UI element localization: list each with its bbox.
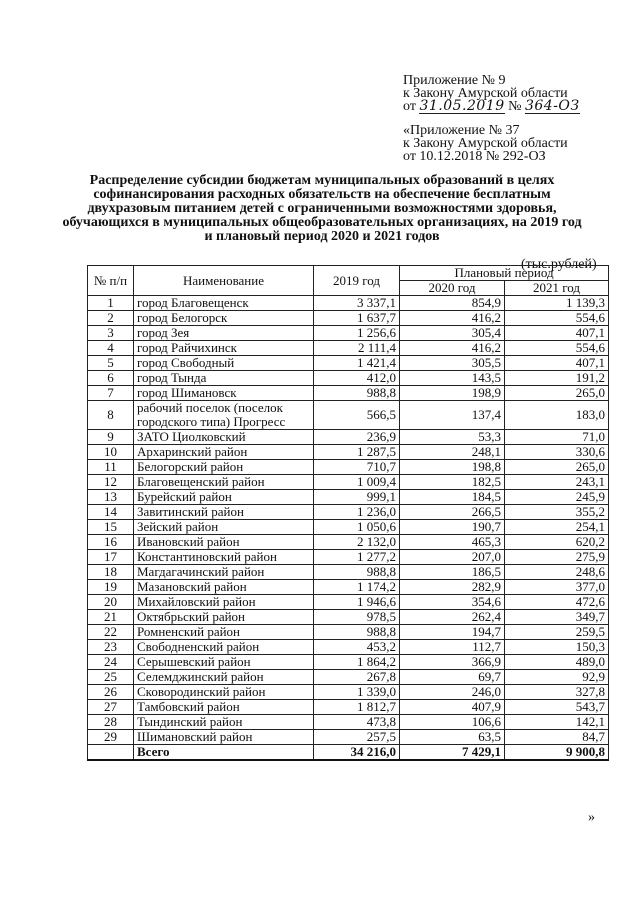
row-2020: 184,5 <box>400 490 505 505</box>
row-2020: 53,3 <box>400 430 505 445</box>
row-2021: 472,6 <box>505 595 609 610</box>
header-planned: Плановый период <box>400 266 609 281</box>
row-number: 7 <box>88 386 134 401</box>
table-row <box>88 715 609 730</box>
row-name: Октябрьский район <box>134 610 314 625</box>
row-number: 14 <box>88 505 134 520</box>
row-2019: 1 256,6 <box>314 326 400 341</box>
header-name: Наименование <box>134 266 314 296</box>
table-row <box>88 296 609 311</box>
row-2020: 416,2 <box>400 341 505 356</box>
header-num: № п/п <box>88 266 134 296</box>
row-2021: 349,7 <box>505 610 609 625</box>
row-number: 17 <box>88 550 134 565</box>
row-2020: 182,5 <box>400 475 505 490</box>
table-row <box>88 700 609 715</box>
subsidy-table <box>87 265 609 761</box>
total-row <box>88 745 609 761</box>
row-2021: 183,0 <box>505 401 609 430</box>
header-2020: 2020 год <box>400 281 505 296</box>
row-name: Зейский район <box>134 520 314 535</box>
row-name: Серышевский район <box>134 655 314 670</box>
row-name: Селемджинский район <box>134 670 314 685</box>
table-row <box>88 401 609 430</box>
row-name: Тамбовский район <box>134 700 314 715</box>
row-number: 11 <box>88 460 134 475</box>
row-2019: 2 111,4 <box>314 341 400 356</box>
row-name: Тындинский район <box>134 715 314 730</box>
row-2021: 265,0 <box>505 460 609 475</box>
table-row <box>88 535 609 550</box>
row-2021: 330,6 <box>505 445 609 460</box>
row-2019: 236,9 <box>314 430 400 445</box>
row-name: город Шимановск <box>134 386 314 401</box>
row-2020: 69,7 <box>400 670 505 685</box>
row-2021: 407,1 <box>505 356 609 371</box>
row-name: Белогорский район <box>134 460 314 475</box>
row-name: Константиновский район <box>134 550 314 565</box>
closing-quote: » <box>588 810 595 825</box>
row-number: 4 <box>88 341 134 356</box>
row-2019: 1 637,7 <box>314 311 400 326</box>
table-row <box>88 475 609 490</box>
row-number: 3 <box>88 326 134 341</box>
row-2020: 282,9 <box>400 580 505 595</box>
row-2020: 186,5 <box>400 565 505 580</box>
row-number: 12 <box>88 475 134 490</box>
units-label: (тыс.рублей) <box>521 257 597 272</box>
appendix-9-date-line: от 31.05.2019 № 364-ОЗ <box>403 98 580 114</box>
row-2019: 999,1 <box>314 490 400 505</box>
row-2019: 1 421,4 <box>314 356 400 371</box>
row-2020: 137,4 <box>400 401 505 430</box>
table-row <box>88 670 609 685</box>
appendix-37-law: к Закону Амурской области <box>403 136 568 151</box>
row-number: 6 <box>88 371 134 386</box>
row-2021: 489,0 <box>505 655 609 670</box>
row-name: город Райчихинск <box>134 341 314 356</box>
total-2019: 34 216,0 <box>314 745 400 761</box>
row-name: город Благовещенск <box>134 296 314 311</box>
row-2021: 327,8 <box>505 685 609 700</box>
row-2019: 1 174,2 <box>314 580 400 595</box>
table-row <box>88 445 609 460</box>
row-2020: 465,3 <box>400 535 505 550</box>
row-name: город Белогорск <box>134 311 314 326</box>
table-row <box>88 505 609 520</box>
table-row <box>88 430 609 445</box>
row-2021: 620,2 <box>505 535 609 550</box>
row-2021: 1 139,3 <box>505 296 609 311</box>
row-2019: 1 864,2 <box>314 655 400 670</box>
appendix-37-header <box>403 124 568 163</box>
row-2021: 243,1 <box>505 475 609 490</box>
row-name: Благовещенский район <box>134 475 314 490</box>
row-2020: 305,4 <box>400 326 505 341</box>
table-row <box>88 565 609 580</box>
row-name: город Свободный <box>134 356 314 371</box>
row-2020: 143,5 <box>400 371 505 386</box>
row-name: Шимановский район <box>134 730 314 745</box>
table-row <box>88 580 609 595</box>
row-2019: 1 339,0 <box>314 685 400 700</box>
row-2020: 407,9 <box>400 700 505 715</box>
row-2020: 63,5 <box>400 730 505 745</box>
appendix-37-date: от 10.12.2018 № 292-ОЗ <box>403 149 546 164</box>
row-2021: 407,1 <box>505 326 609 341</box>
row-name: Михайловский район <box>134 595 314 610</box>
table-row <box>88 311 609 326</box>
header-2021: 2021 год <box>505 281 609 296</box>
handwritten-date: 31.05.2019 <box>419 98 505 114</box>
row-2020: 266,5 <box>400 505 505 520</box>
total-label: Всего <box>134 745 314 761</box>
row-name: Ивановский район <box>134 535 314 550</box>
row-name: Бурейский район <box>134 490 314 505</box>
row-2021: 265,0 <box>505 386 609 401</box>
row-number: 8 <box>88 401 134 430</box>
row-2021: 84,7 <box>505 730 609 745</box>
row-number: 24 <box>88 655 134 670</box>
row-name: Завитинский район <box>134 505 314 520</box>
row-name: Мазановский район <box>134 580 314 595</box>
row-2021: 248,6 <box>505 565 609 580</box>
table-row <box>88 640 609 655</box>
row-number: 29 <box>88 730 134 745</box>
row-number: 13 <box>88 490 134 505</box>
row-number: 5 <box>88 356 134 371</box>
row-2021: 245,9 <box>505 490 609 505</box>
row-2020: 305,5 <box>400 356 505 371</box>
row-name: Сковородинский район <box>134 685 314 700</box>
row-name: Ромненский район <box>134 625 314 640</box>
row-2019: 988,8 <box>314 386 400 401</box>
row-2019: 257,5 <box>314 730 400 745</box>
table-row <box>88 610 609 625</box>
appendix-9-header <box>403 74 580 114</box>
row-number: 18 <box>88 565 134 580</box>
row-2021: 191,2 <box>505 371 609 386</box>
row-2020: 198,9 <box>400 386 505 401</box>
row-2019: 978,5 <box>314 610 400 625</box>
row-2020: 262,4 <box>400 610 505 625</box>
row-2020: 354,6 <box>400 595 505 610</box>
row-number: 20 <box>88 595 134 610</box>
row-2019: 710,7 <box>314 460 400 475</box>
table-row <box>88 460 609 475</box>
appendix-9-law: к Закону Амурской области <box>403 86 568 101</box>
total-2020: 7 429,1 <box>400 745 505 761</box>
row-2021: 554,6 <box>505 311 609 326</box>
table-row <box>88 341 609 356</box>
row-2019: 1 946,6 <box>314 595 400 610</box>
row-name: Архаринский район <box>134 445 314 460</box>
row-2021: 92,9 <box>505 670 609 685</box>
table-row <box>88 371 609 386</box>
row-2019: 2 132,0 <box>314 535 400 550</box>
table-row <box>88 550 609 565</box>
appendix-9-title: Приложение № 9 <box>403 73 506 88</box>
row-2020: 112,7 <box>400 640 505 655</box>
row-number: 27 <box>88 700 134 715</box>
row-2020: 246,0 <box>400 685 505 700</box>
row-2021: 254,1 <box>505 520 609 535</box>
row-number: 23 <box>88 640 134 655</box>
row-2021: 554,6 <box>505 341 609 356</box>
table-row <box>88 490 609 505</box>
row-2020: 106,6 <box>400 715 505 730</box>
table-row <box>88 625 609 640</box>
row-2019: 1 009,4 <box>314 475 400 490</box>
row-2021: 259,5 <box>505 625 609 640</box>
row-2020: 248,1 <box>400 445 505 460</box>
row-name: Магдагачинский район <box>134 565 314 580</box>
row-2020: 416,2 <box>400 311 505 326</box>
row-2019: 453,2 <box>314 640 400 655</box>
row-name: город Тында <box>134 371 314 386</box>
table-row <box>88 730 609 745</box>
row-name: ЗАТО Циолковский <box>134 430 314 445</box>
row-2019: 267,8 <box>314 670 400 685</box>
table-row <box>88 685 609 700</box>
row-2021: 150,3 <box>505 640 609 655</box>
row-number: 10 <box>88 445 134 460</box>
row-number: 15 <box>88 520 134 535</box>
row-2019: 412,0 <box>314 371 400 386</box>
row-number: 9 <box>88 430 134 445</box>
table-row <box>88 595 609 610</box>
row-2020: 198,8 <box>400 460 505 475</box>
row-2020: 207,0 <box>400 550 505 565</box>
row-2019: 988,8 <box>314 565 400 580</box>
row-2021: 377,0 <box>505 580 609 595</box>
row-number: 19 <box>88 580 134 595</box>
row-2019: 1 050,6 <box>314 520 400 535</box>
table-row <box>88 520 609 535</box>
table-row <box>88 326 609 341</box>
row-number: 26 <box>88 685 134 700</box>
table-row <box>88 655 609 670</box>
row-2019: 1 236,0 <box>314 505 400 520</box>
row-number: 2 <box>88 311 134 326</box>
row-2019: 988,8 <box>314 625 400 640</box>
row-name: рабочий поселок (поселок городского типа) Прогресс <box>134 401 314 430</box>
row-2019: 1 812,7 <box>314 700 400 715</box>
row-2021: 275,9 <box>505 550 609 565</box>
row-2021: 543,7 <box>505 700 609 715</box>
row-number: 16 <box>88 535 134 550</box>
appendix-37-title: «Приложение № 37 <box>403 123 520 138</box>
document-title: Распределение субсидии бюджетам муниципальных образований в целях софинансирования расходных обязательств на обеспечение бесплатным двухразовым питанием детей с ограниченными возможностями здоровья, обучающихся в муниципальных общеобразовательных организациях, на 2019 год и плановый период 2020 и 2021 годов <box>62 173 582 244</box>
row-number: 22 <box>88 625 134 640</box>
row-2021: 142,1 <box>505 715 609 730</box>
row-2019: 566,5 <box>314 401 400 430</box>
row-number: 25 <box>88 670 134 685</box>
row-2019: 3 337,1 <box>314 296 400 311</box>
table-row <box>88 356 609 371</box>
row-number: 28 <box>88 715 134 730</box>
row-2019: 473,8 <box>314 715 400 730</box>
row-number: 1 <box>88 296 134 311</box>
row-2021: 355,2 <box>505 505 609 520</box>
row-2020: 190,7 <box>400 520 505 535</box>
row-2020: 366,9 <box>400 655 505 670</box>
row-2020: 194,7 <box>400 625 505 640</box>
row-name: Свободненский район <box>134 640 314 655</box>
row-2021: 71,0 <box>505 430 609 445</box>
header-2019: 2019 год <box>314 266 400 296</box>
row-name: город Зея <box>134 326 314 341</box>
row-number: 21 <box>88 610 134 625</box>
handwritten-number: 364-ОЗ <box>524 98 580 114</box>
row-2019: 1 277,2 <box>314 550 400 565</box>
table-body <box>88 296 609 745</box>
row-2020: 854,9 <box>400 296 505 311</box>
table-row <box>88 386 609 401</box>
row-2019: 1 287,5 <box>314 445 400 460</box>
total-2021: 9 900,8 <box>505 745 609 761</box>
